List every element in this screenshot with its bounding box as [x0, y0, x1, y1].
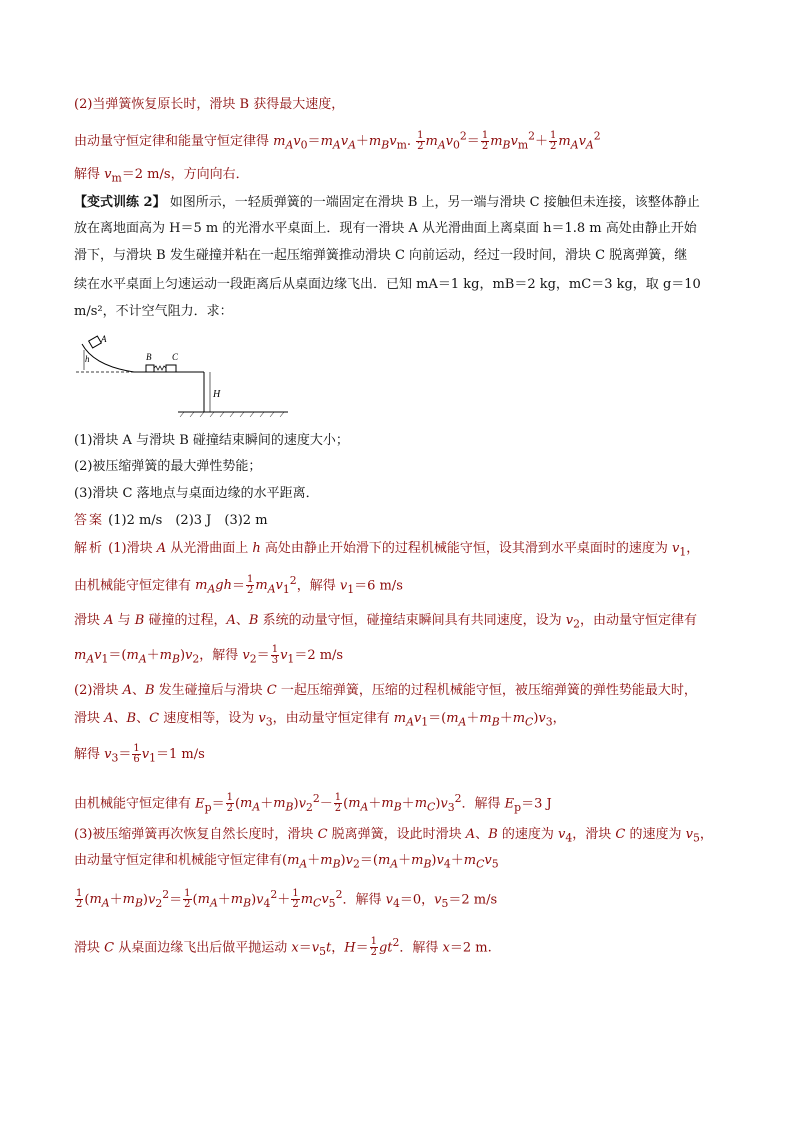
problem-line-2: 放在离地面高为 H＝5 m 的光滑水平桌面上．现有一滑块 A 从光滑曲面上离桌面 h＝1.8 m 高处由静止开始 [74, 221, 697, 236]
analysis-line-6: 滑块 A、B、C 速度相等，设为 $v_3$，由动量守恒定律有 $m_Av_1=(m_A+m_B+m_C)v_3$， [74, 711, 566, 729]
prev-solution-line-3: 解得 $v_m=2$ m/s，方向向右． [74, 167, 249, 185]
label-c: C [172, 352, 179, 362]
analysis-line-9: (3)被压缩弹簧再次恢复自然长度时，滑块 C 脱离弹簧，设此时滑块 A、B 的速度为 $v_4$，滑块 C 的速度为 $v_5$， [74, 827, 713, 845]
problem-line-3: 滑下，与滑块 B 发生碰撞并粘在一起压缩弹簧推动滑块 C 向前运动，经过一段时间，滑块 C 脱离弹簧，继 [74, 248, 688, 263]
problem-line-1 [74, 194, 700, 212]
analysis-line-1 [74, 540, 699, 562]
analysis-line-5: (2)滑块 A、B 发生碰撞后与滑块 C 一起压缩弹簧，压缩的过程机械能守恒，被压缩弹簧的弹性势能最大时， [74, 683, 697, 698]
analysis-line-8: 由机械能守恒定律有 $E_p=$ $\frac{1}{2}$ $(m_A+m_B)v_2^2-$ $\frac{1}{2}$ $(m_A+m_B+m_C)v_3^2$．解得 $E_p=3$ J [74, 792, 552, 815]
analysis-line-10: 由动量守恒定律和机械能守恒定律有$(m_A+m_B)v_2=(m_A+m_B)v_4+m_Cv_5$ [74, 853, 499, 871]
analysis-label: 解析 [74, 541, 105, 556]
answer-text: (1)2 m/s (2)3 J (3)2 m [108, 513, 268, 528]
analysis-line-2: 由机械能守恒定律有 $m_Agh=$ $\frac{1}{2}$ $m_Av_1^2$，解得 $v_1=6$ m/s [74, 574, 403, 597]
analysis-line-12: 滑块 C 从桌面边缘飞出后做平抛运动 $x=v_5t$，H＝ $\frac{1}{2}$ $gt^2$．解得 x＝2 m. [74, 936, 492, 959]
problem-tag: 【变式训练 2】 [74, 195, 166, 210]
analysis-line-7: 解得 $v_3=$ $\frac{1}{6}$ $v_1=1$ m/s [74, 743, 205, 765]
question-1: (1)滑块 A 与滑块 B 碰撞结束瞬间的速度大小； [74, 433, 349, 448]
analysis-line-3: 滑块 A 与 B 碰撞的过程，A、B 系统的动量守恒，碰撞结束瞬间具有共同速度，设为 $v_2$，由动量守恒定律有 [74, 613, 697, 631]
prev-solution-line-1: (2)当弹簧恢复原长时，滑块 B 获得最大速度， [74, 97, 345, 112]
prev-solution-line-2-text: 由动量守恒定律和能量守恒定律得 $m_Av_0=m_Av_A+m_Bv_m$. $\frac{1}{2}$ $m_Av_0^2=$ $\frac{1}{2}$ $m_Bv_m^2+$ $\frac{1}{2}$ $m_Av_A^2$ [74, 130, 601, 153]
question-2: (2)被压缩弹簧的最大弹性势能； [74, 459, 262, 474]
label-h-small: h [85, 354, 90, 364]
problem-line-5: m/s²，不计空气阻力．求： [74, 304, 233, 319]
problem-line-4: 续在水平桌面上匀速运动一段距离后从桌面边缘飞出．已知 mA＝1 kg，mB＝2 kg，mC＝3 kg，取 g＝10 [74, 277, 701, 292]
problem-text-1: 如图所示，一轻质弹簧的一端固定在滑块 B 上，另一端与滑块 C 接触但未连接，该整体静止 [169, 195, 700, 210]
analysis-line-4: $m_Av_1=(m_A+m_B)v_2$，解得 $v_2=$ $\frac{1}{3}$ $v_1=2$ m/s [74, 644, 344, 666]
answer-label: 答案 [74, 513, 105, 528]
question-3: (3)滑块 C 落地点与桌面边缘的水平距离． [74, 486, 319, 501]
physics-figure [74, 332, 294, 418]
analysis-line-11: $\frac{1}{2}$ $(m_A+m_B)v_2^2=$ $\frac{1}{2}$ $(m_A+m_B)v_4^2+$ $\frac{1}{2}$ $m_Cv_5^2$．解得 $v_4=0$，$v_5=2$ m/s [76, 888, 498, 911]
label-b: B [146, 352, 152, 362]
label-H-large: H [213, 389, 221, 400]
analysis-text-1: (1)滑块 A 从光滑曲面上 h 高处由静止开始滑下的过程机械能守恒，设其滑到水平桌面时的速度为 $v_1$， [108, 541, 700, 559]
prev-solution-line-2 [74, 128, 601, 155]
label-a: A [101, 334, 107, 344]
answer-line [74, 512, 268, 530]
